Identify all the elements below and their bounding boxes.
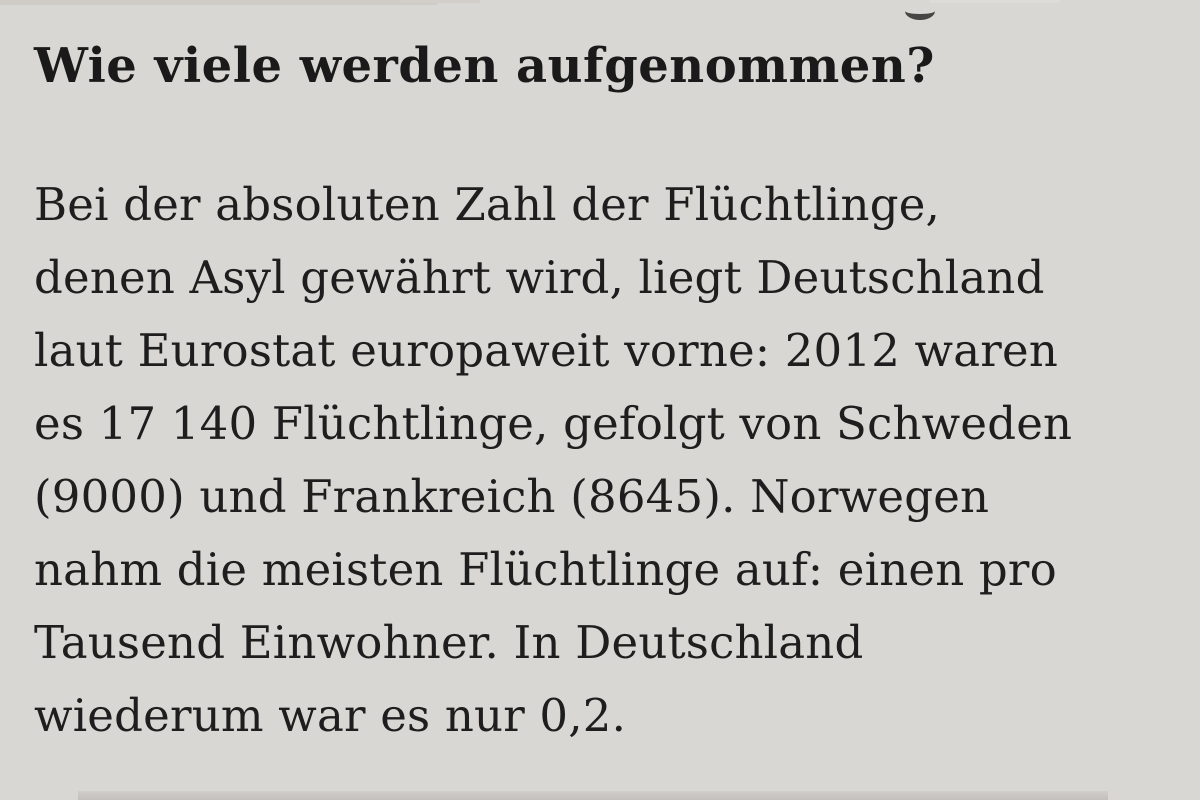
cropped-letter-fragment (905, 2, 935, 20)
paragraph-line: wiederum war es nur 0,2. (34, 689, 627, 742)
cropped-text-remnant-bottom (78, 791, 1108, 800)
cropped-text-remnant-top-left (0, 0, 437, 5)
paragraph-line: es 17 140 Flüchtlinge, gefolgt von Schweden (34, 397, 1073, 450)
paragraph-line: laut Eurostat europaweit vorne: 2012 waren (34, 324, 1058, 377)
article-heading: Wie viele werden aufgenommen? (34, 38, 935, 95)
paragraph-line: Tausend Einwohner. In Deutschland (34, 616, 864, 669)
cropped-text-remnant-top-right (930, 0, 1060, 3)
paragraph-line: nahm die meisten Flüchtlinge auf: einen pro (34, 543, 1057, 596)
cropped-text-remnant-top-mid (400, 0, 480, 3)
paragraph-line: Bei der absoluten Zahl der Flüchtlinge, (34, 178, 941, 231)
article-paragraph (34, 168, 1174, 752)
paragraph-line: (9000) und Frankreich (8645). Norwegen (34, 470, 990, 523)
paragraph-line: denen Asyl gewährt wird, liegt Deutschland (34, 251, 1045, 304)
